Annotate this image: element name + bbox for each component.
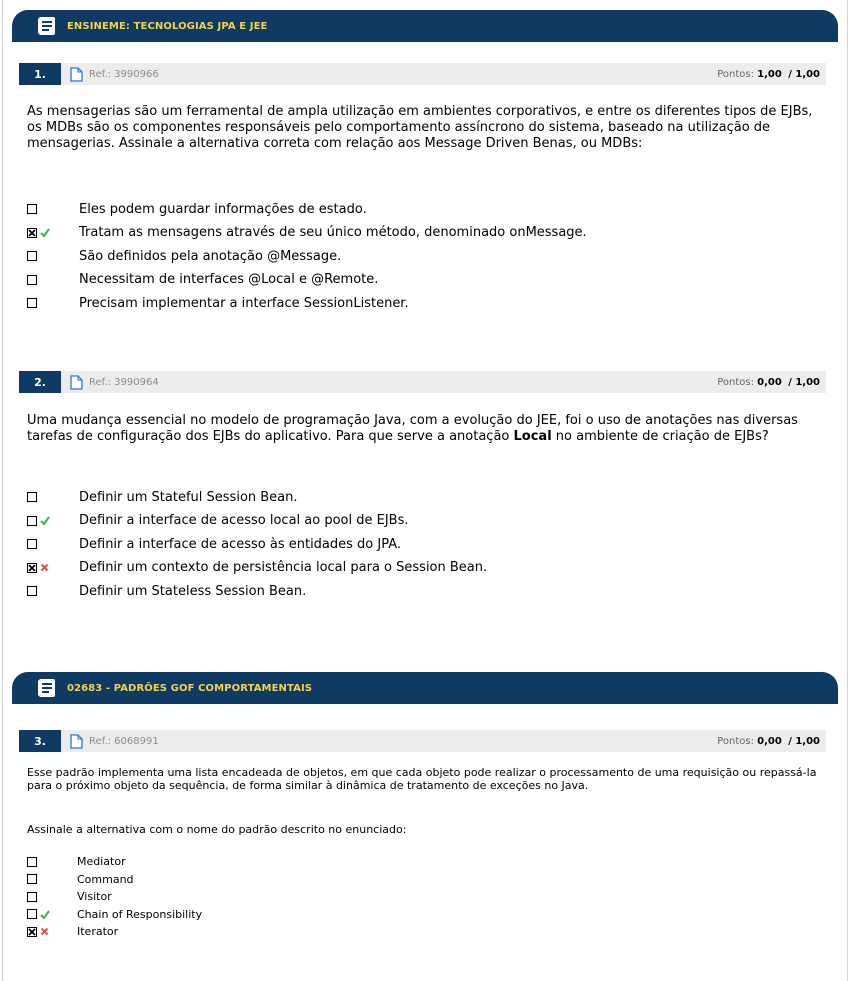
question-text: As mensagerias são um ferramental de ampla utilização em ambientes corporativos, e entre os diferentes tipos de EJBs, os MDBs são os componentes responsáveis pelo comportamento assíncrono do sistema, baseado na utilização de mensagerias. Assinale a alternativa correta com relação aos Message Driven Benas, ou MDBs: [27,104,813,151]
answer-option-label: Mediator [77,855,126,868]
result-mark [40,250,60,262]
result-mark [40,908,60,920]
cross-icon [40,563,49,572]
checkbox-checked[interactable] [27,927,37,937]
answer-option-label: Eles podem guardar informações de estado. [79,201,367,217]
checkbox[interactable] [27,892,37,902]
answer-option[interactable] [27,888,112,905]
answer-option[interactable] [27,906,202,923]
question-text: Uma mudança essencial no modelo de programação Java, com a evolução do JEE, foi o uso de anotações nas diversas tarefas de configuração dos EJBs do aplicativo. Para que serve a anotação Local no ambiente de criação de EJBs? [27,413,798,444]
result-mark [40,856,60,868]
check-icon [40,910,50,919]
document-icon[interactable] [70,734,83,749]
page-border-right [847,0,848,981]
result-mark [40,297,60,309]
result-mark [40,873,60,885]
question-ref: Ref.: 6068991 [89,735,159,747]
answer-option[interactable] [27,294,409,312]
answer-option-label: Definir a interface de acesso local ao pool de EJBs. [79,513,409,528]
answer-option[interactable] [27,512,409,530]
question-score: Pontos: 1,00 / 1,00 [717,68,820,80]
document-icon[interactable] [70,375,83,390]
checkbox[interactable] [27,492,37,502]
checkbox[interactable] [27,857,37,867]
answer-option[interactable] [27,853,126,870]
checkbox[interactable] [27,539,37,549]
answer-option-label: Definir um Stateless Session Bean. [79,583,307,599]
result-mark [40,926,60,938]
answer-option[interactable] [27,923,118,940]
answer-option-label: Tratam as mensagens através de seu único método, denominado onMessage. [79,225,587,240]
question-ref: Ref.: 3990966 [89,68,159,80]
result-mark [40,203,60,215]
answer-option-label: Definir um contexto de persistência local para o Session Bean. [79,560,488,575]
result-mark [40,491,60,503]
answer-option-label: Definir a interface de acesso às entidades do JPA. [79,536,402,552]
checkbox[interactable] [27,298,37,308]
checkbox[interactable] [27,516,37,526]
result-mark [40,585,60,597]
checkbox[interactable] [27,204,37,214]
answer-option[interactable] [27,559,487,577]
x-mark-icon [28,928,36,936]
section-header [12,10,838,42]
document-icon[interactable] [70,67,83,82]
question-header [19,730,826,752]
answer-option[interactable] [27,582,306,600]
question-header [19,371,826,393]
question-score: Pontos: 0,00 / 1,00 [717,376,820,388]
answer-option[interactable] [27,535,401,553]
result-mark [40,891,60,903]
check-icon [40,228,50,237]
x-mark-icon [28,229,36,237]
result-mark [40,274,60,286]
answer-option-label: São definidos pela anotação @Message. [79,248,342,264]
question-number: 2. [19,371,61,393]
checkbox-checked[interactable] [27,563,37,573]
question-score: Pontos: 0,00 / 1,00 [717,735,820,747]
section-title: ENSINEME: TECNOLOGIAS JPA E JEE [67,20,268,32]
answer-option[interactable] [27,200,367,218]
checkbox[interactable] [27,586,37,596]
checkbox-checked[interactable] [27,228,37,238]
checkbox[interactable] [27,251,37,261]
result-mark [40,562,60,574]
result-mark [40,227,60,239]
answer-option-label: Necessitam de interfaces @Local e @Remote. [79,272,379,287]
question-header [19,63,826,85]
answer-option-label: Visitor [77,890,112,903]
section-header [12,672,838,704]
question-ref: Ref.: 3990964 [89,376,159,388]
checkbox[interactable] [27,275,37,285]
question-number: 3. [19,730,61,752]
x-mark-icon [28,564,36,572]
answer-option-label: Iterator [77,925,119,938]
check-icon [40,516,50,525]
question-number: 1. [19,63,61,85]
answer-option-label: Definir um Stateful Session Bean. [79,489,298,505]
result-mark [40,538,60,550]
notebook-icon [35,677,57,699]
checkbox[interactable] [27,874,37,884]
question-instruction: Assinale a alternativa com o nome do padrão descrito no enunciado: [27,823,407,836]
answer-option[interactable] [27,871,134,888]
result-mark [40,515,60,527]
cross-icon [40,927,49,936]
answer-option-label: Chain of Responsibility [77,907,203,921]
checkbox[interactable] [27,909,37,919]
answer-option-label: Precisam implementar a interface SessionListener. [79,295,409,311]
notebook-icon [35,15,57,37]
answer-option[interactable] [27,224,587,242]
page-border-left [2,0,3,981]
answer-option-label: Command [77,872,134,886]
section-title: 02683 - PADRÕES GOF COMPORTAMENTAIS [67,682,313,694]
answer-option[interactable] [27,271,378,289]
question-text: Esse padrão implementa uma lista encadeada de objetos, em que cada objeto pode realizar o processamento de uma requisição ou repassá-la para o próximo objeto da sequência, de forma similar à dinâmica de tratamento de exceções no Java. [27,766,817,792]
answer-option[interactable] [27,247,341,265]
answer-option[interactable] [27,488,298,506]
